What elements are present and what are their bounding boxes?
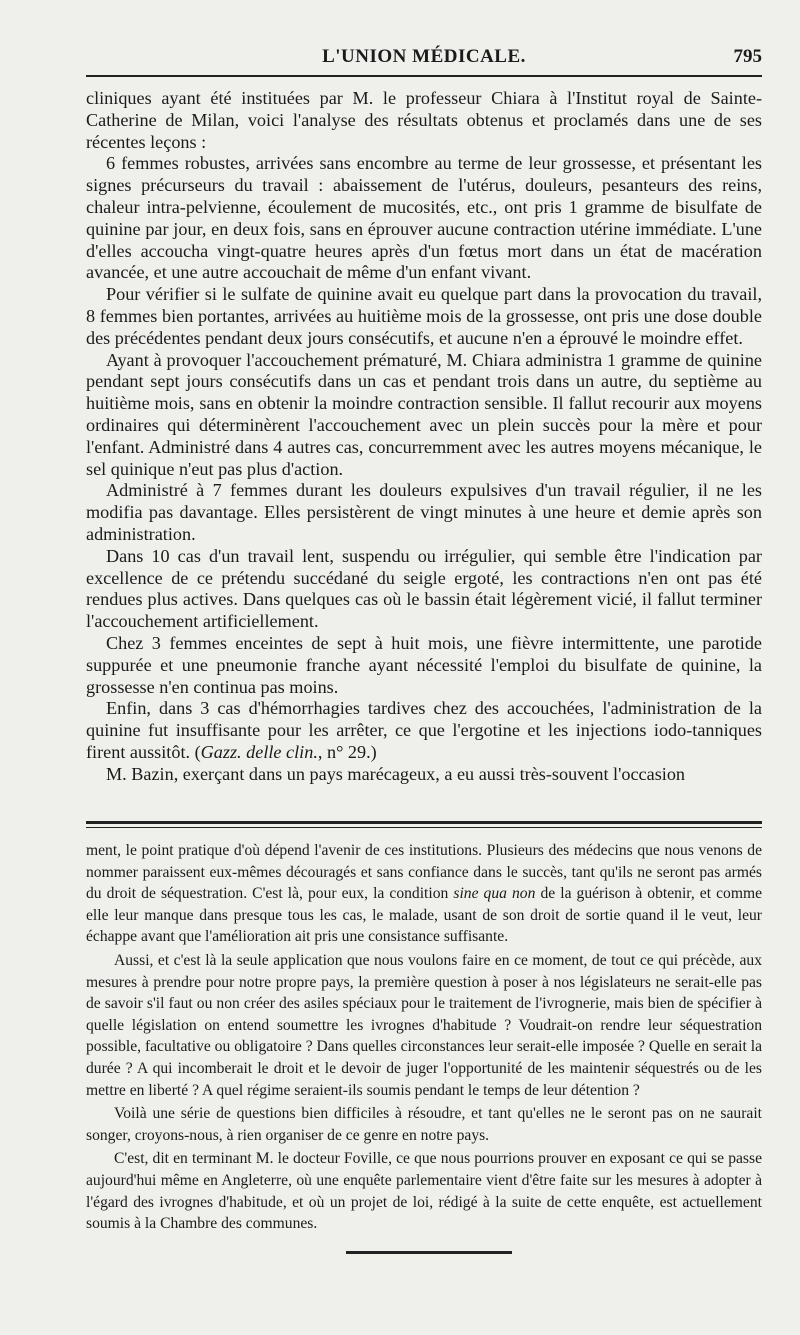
paragraph: Aussi, et c'est là la seule application que nous voulons faire en ce moment, de tout ce qui précède, aux mesures à prendre pour notre propre pays, la première question à poser à nos législateurs ne serait-elle pas de savoir s'il faut ou non créer des asiles spéciaux pour le traitement de l'ivrognerie, mais bien de spécifier à quelle législation on entend soumettre les ivrognes d'habitude ? Voudrait-on rendre leur séquestration possible, facultative ou obligatoire ? Dans quelles circonstances leur serait-elle imposée ? Quelle en serait la durée ? A qui incomberait le droit et le devoir de juger l'opportunité de les maintenir séquestrés ou de les mettre en liberté ? A quel régime seraient-ils soumis pendant le temps de leur détention ? bbox=[86, 951, 762, 1099]
paragraph-with-citation bbox=[86, 698, 762, 763]
paragraph-with-latin bbox=[86, 840, 762, 948]
latin-phrase: sine qua non bbox=[453, 885, 536, 903]
section-divider-thick bbox=[86, 821, 762, 824]
paragraph: cliniques ayant été instituées par M. le professeur Chiara à l'Institut royal de Sainte-Catherine de Milan, voici l'analyse des résultats obtenus et proclamés dans une de ses récentes leçons : bbox=[86, 88, 762, 152]
header-rule bbox=[86, 75, 762, 77]
paragraph: M. Bazin, exerçant dans un pays marécageux, a eu aussi très-souvent l'occasion bbox=[106, 763, 686, 784]
paragraph-text: Enfin, dans 3 cas d'hémorrhagies tardives chez des accouchées, l'administration de la quinine fut insuffisante pour les arrêter, ce que l'ergotine et les injections iodo-tanniques firent aussitôt. ( bbox=[86, 698, 762, 762]
page-number: 795 bbox=[733, 46, 762, 67]
paragraph: Ayant à provoquer l'accouchement prématuré, M. Chiara administra 1 gramme de quinine pendant sept jours consécutifs dans un cas et pendant trois dans un autre, du septième au huitième mois, sans en obtenir la moindre contraction sensible. Il fallut recourir aux moyens ordinaires qui déterminèrent l'accouchement avec un plein succès pour la mère et pour l'enfant. Administré dans 4 autres cas, concurremment avec les autres moyens mécanique, le sel quinique n'eut pas plus d'action. bbox=[86, 349, 762, 479]
paragraph: Administré à 7 femmes durant les douleurs expulsives d'un travail régulier, il ne les modifia pas davantage. Elles persistèrent de vingt minutes à une heure et demie après son administration. bbox=[86, 480, 762, 544]
running-title: L'UNION MÉDICALE. bbox=[322, 46, 526, 67]
paragraph: Pour vérifier si le sulfate de quinine avait eu quelque part dans la provocation du travail, 8 femmes bien portantes, arrivées au huitième mois de la grossesse, ont pris une dose double des précédentes pendant deux jours consécutifs, et aucune n'en a éprouvé le moindre effet. bbox=[86, 284, 762, 348]
main-article-text bbox=[86, 88, 762, 786]
feuilleton-text bbox=[86, 840, 762, 1235]
paragraph-tail: de la guérison à obtenir, et comme elle leur manque dans presque tous les cas, le malade, usant de son droit de sortie quand il le veut, leur échappe avant que l'amélioration ait pris une consistance suffisante. bbox=[86, 885, 763, 946]
paragraph: Voilà une série de questions bien difficiles à résoudre, et tant qu'elles ne le seront pas on ne saurait songer, croyons-nous, à rien organiser de ce genre en notre pays. bbox=[86, 1105, 762, 1144]
paragraph: Chez 3 femmes enceintes de sept à huit mois, une fièvre intermittente, une parotide suppurée et une pneumonie franche ayant nécessité l'emploi du bisulfate de quinine, la grossesse n'en continua pas moins. bbox=[86, 632, 762, 697]
paragraph-tail: , n° 29.) bbox=[317, 741, 377, 762]
page-header bbox=[86, 42, 762, 72]
paragraph: Dans 10 cas d'un travail lent, suspendu ou irrégulier, qui semble être l'indication par excellence de ce prétendu succédané du seigle ergoté, les contractions n'en ont pas été rendues plus actives. Dans quelques cas où le bassin était légèrement vicié, il fallut terminer l'accouchement artificiellement. bbox=[86, 545, 762, 632]
section-divider-thin bbox=[86, 827, 762, 828]
paragraph-text: ment, le point pratique d'où dépend l'avenir de ces institutions. Plusieurs des médecins que nous venons de nommer paraissent eux-mêmes découragés et sans confiance dans le succès, tant qu'ils ne seront pas armés du droit de séquestration. C'est là, pour eux, la condition bbox=[86, 842, 762, 903]
end-rule bbox=[346, 1251, 512, 1254]
paragraph: C'est, dit en terminant M. le docteur Foville, ce que nous pourrions prouver en exposant ce qui se passe aujourd'hui même en Angleterre, où une enquête parlementaire vient d'être faite sur les mesures à adopter à l'égard des ivrognes d'habitude, et où un projet de loi, rédigé à la suite de cette enquête, est actuellement soumis à la Chambre des communes. bbox=[86, 1150, 762, 1233]
journal-citation: Gazz. delle clin. bbox=[200, 741, 318, 762]
paragraph: 6 femmes robustes, arrivées sans encombre au terme de leur grossesse, et présentant les signes précurseurs du travail : abaissement de l'utérus, douleurs, pesanteurs des reins, chaleur intra-pelvienne, écoulement de mucosités, etc., ont pris 1 gramme de bisulfate de quinine par jour, en deux fois, sans en éprouver aucune contraction utérine immédiate. L'une d'elles accoucha vingt-quatre heures après d'un fœtus mort dans un état de macération avancée, et une autre accouchait de même d'un enfant vivant. bbox=[86, 153, 762, 283]
